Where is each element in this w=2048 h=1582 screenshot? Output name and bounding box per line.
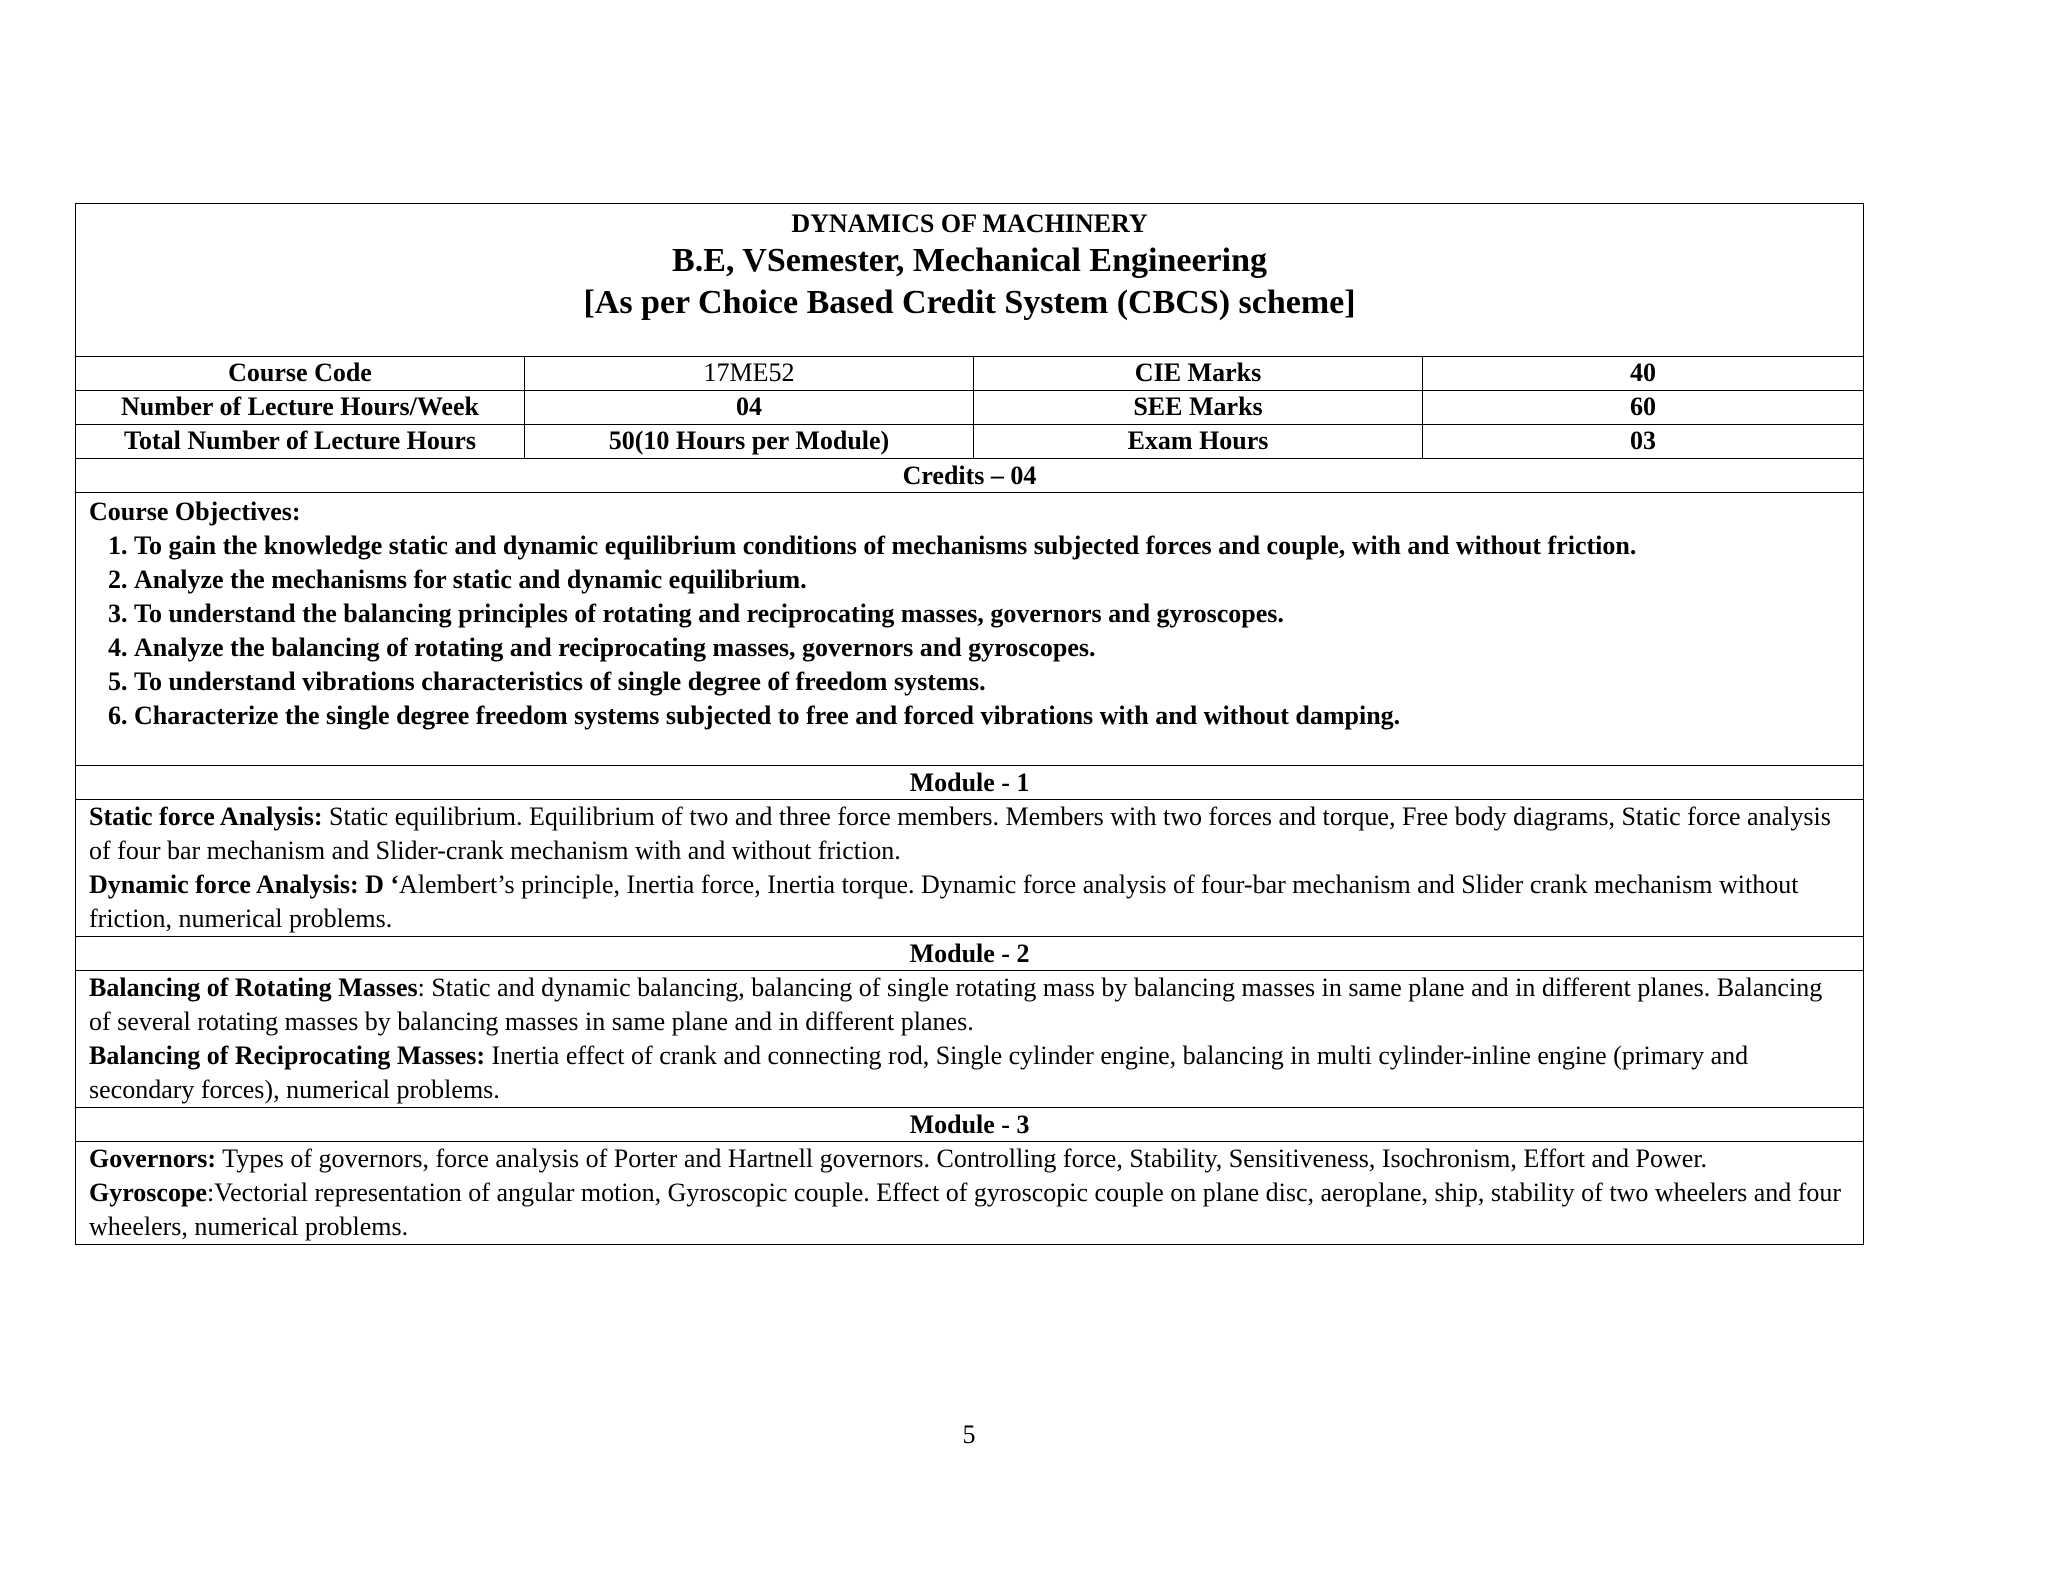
objective-item: 1. To gain the knowledge static and dynamic equilibrium conditions of mechanisms subjected forces and couple, with and without friction.: [134, 529, 1850, 563]
module-section: [89, 1176, 1850, 1244]
section-heading: Gyroscope: [89, 1178, 207, 1207]
objectives-heading: Course Objectives:: [89, 497, 301, 526]
scheme-line: [As per Choice Based Credit System (CBCS) scheme]: [583, 284, 1356, 321]
module-heading: Module - 3: [76, 1108, 1864, 1142]
section-text: Static equilibrium. Equilibrium of two and three force members. Members with two forces and torque, Free body diagrams, Static force analysis of four bar mechanism and Slider-crank mechanism with and without friction.: [89, 802, 1831, 865]
section-text: : Static and dynamic balancing, balancing of single rotating mass by balancing masses in same plane and in different planes. Balancing of several rotating masses by balancing masses in same plane and in different planes.: [89, 973, 1823, 1036]
info-label: Total Number of Lecture Hours: [76, 425, 525, 459]
page-number: 5: [962, 1420, 976, 1449]
section-text: Types of governors, force analysis of Porter and Hartnell governors. Controlling force, Stability, Sensitiveness, Isochronism, Effort and Power.: [216, 1144, 1708, 1173]
info-value: 17ME52: [525, 357, 974, 391]
info-value: 03: [1423, 425, 1864, 459]
module-body: [76, 971, 1864, 1108]
module-heading: Module - 2: [76, 937, 1864, 971]
section-heading: Dynamic force Analysis: D ‘: [89, 870, 400, 899]
module-heading: Module - 1: [76, 766, 1864, 800]
section-text: Alembert’s principle, Inertia force, Inertia torque. Dynamic force analysis of four-bar mechanism and Slider crank mechanism without friction, numerical problems.: [89, 870, 1799, 933]
objective-item: 2. Analyze the mechanisms for static and dynamic equilibrium.: [134, 563, 1850, 597]
module-section: [89, 971, 1850, 1039]
section-heading: Balancing of Rotating Masses: [89, 973, 418, 1002]
section-heading: Governors:: [89, 1144, 217, 1173]
info-label: Number of Lecture Hours/Week: [76, 391, 525, 425]
module-body: [76, 800, 1864, 937]
section-text: Inertia effect of crank and connecting rod, Single cylinder engine, balancing in multi cylinder-inline engine (primary and secondary forces), numerical problems.: [89, 1041, 1749, 1104]
module-section: [89, 868, 1850, 936]
module-section: [89, 1142, 1850, 1176]
course-objectives: [76, 493, 1864, 766]
info-value: 50(10 Hours per Module): [525, 425, 974, 459]
info-value: 60: [1423, 391, 1864, 425]
title-block: [76, 204, 1864, 357]
section-heading: Static force Analysis:: [89, 802, 323, 831]
objectives-list: [89, 529, 1850, 733]
module-section: [89, 1039, 1850, 1107]
course-title: DYNAMICS OF MACHINERY: [791, 209, 1148, 238]
info-row: [76, 391, 1864, 425]
objective-item: 3. To understand the balancing principles of rotating and reciprocating masses, governors and gyroscopes.: [134, 597, 1850, 631]
module-section: [89, 800, 1850, 868]
objective-item: 6. Characterize the single degree freedom systems subjected to free and forced vibrations with and without damping.: [134, 699, 1850, 733]
objective-item: 5. To understand vibrations characteristics of single degree of freedom systems.: [134, 665, 1850, 699]
info-label: Course Code: [76, 357, 525, 391]
info-label: SEE Marks: [974, 391, 1423, 425]
info-row: [76, 357, 1864, 391]
program-line: B.E, VSemester, Mechanical Engineering: [672, 242, 1267, 279]
objective-item: 4. Analyze the balancing of rotating and reciprocating masses, governors and gyroscopes.: [134, 631, 1850, 665]
section-heading: Balancing of Reciprocating Masses:: [89, 1041, 485, 1070]
credits: Credits – 04: [76, 459, 1864, 493]
info-value: 40: [1423, 357, 1864, 391]
section-text: :Vectorial representation of angular motion, Gyroscopic couple. Effect of gyroscopic couple on plane disc, aeroplane, ship, stability of two wheelers and four wheelers, numerical problems.: [89, 1178, 1842, 1241]
module-body: [76, 1142, 1864, 1245]
info-value: 04: [525, 391, 974, 425]
info-label: CIE Marks: [974, 357, 1423, 391]
info-label: Exam Hours: [974, 425, 1423, 459]
info-row: [76, 425, 1864, 459]
syllabus-table: [75, 203, 1864, 1245]
